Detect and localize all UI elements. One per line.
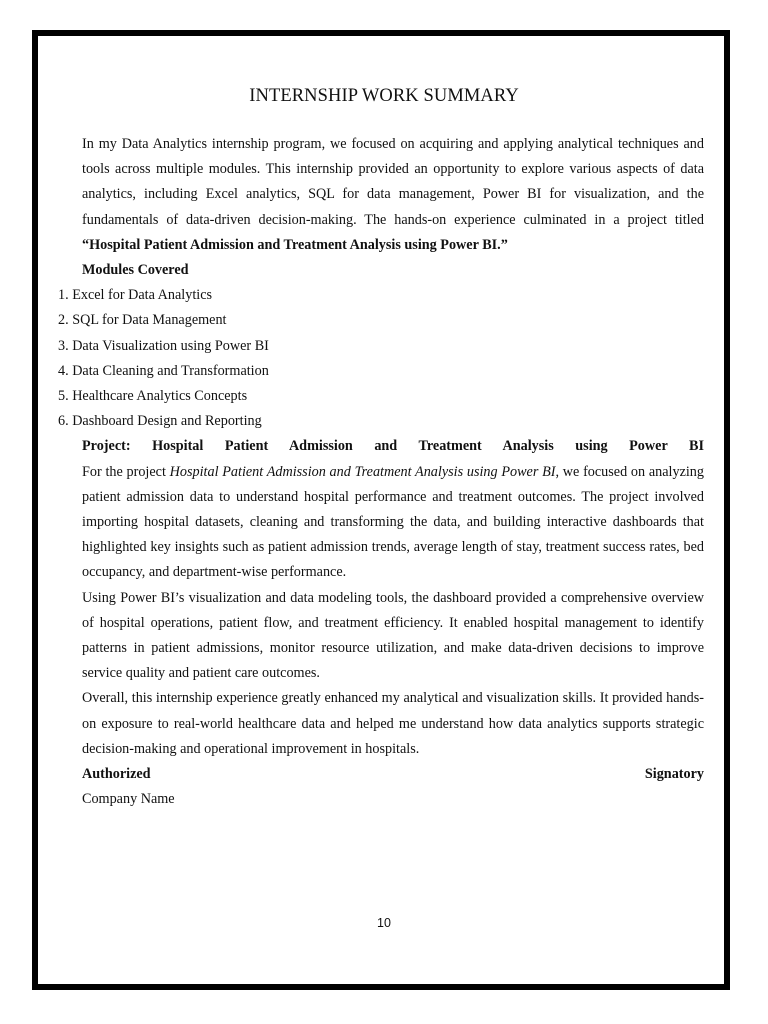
powerbi-paragraph: Using Power BI’s visualization and data modeling tools, the dashboard provided a comprehensive overview of hospital operations, patient flow, and treatment efficiency. It enabled hospital management to identify patterns in patient admissions, monitor resource utilization, and make data-driven decisions to improve service quality and patient care outcomes.	[82, 589, 704, 682]
module-item: 3. Data Visualization using Power BI	[58, 337, 269, 354]
signature-signatory: Signatory	[644, 766, 704, 783]
module-item: 5. Healthcare Analytics Concepts	[58, 388, 248, 405]
project-italic-title: Hospital Patient Admission and Treatment Analysis using Power BI	[169, 463, 556, 480]
company-name: Company Name	[82, 791, 175, 808]
modules-list	[58, 283, 704, 434]
module-item: 1. Excel for Data Analytics	[58, 287, 213, 304]
overall-paragraph: Overall, this internship experience greatly enhanced my analytical and visualization skills. It provided hands-on exposure to real-world healthcare data and helped me understand how data analytics supports strategic decision-making and operational improvement in hospitals.	[82, 690, 704, 757]
page-number: 10	[377, 916, 391, 930]
document-title: INTERNSHIP WORK SUMMARY	[249, 86, 519, 106]
document-body	[58, 132, 704, 812]
intro-paragraph	[82, 132, 704, 258]
project-paragraph-prefix: For the project	[82, 463, 170, 480]
module-item: 6. Dashboard Design and Reporting	[58, 413, 262, 430]
project-paragraph	[82, 460, 704, 586]
module-item: 2. SQL for Data Management	[58, 312, 227, 329]
project-heading: Project: Hospital Patient Admission and Treatment Analysis using Power BI	[82, 438, 704, 455]
modules-heading: Modules Covered	[82, 262, 189, 279]
module-item: 4. Data Cleaning and Transformation	[58, 362, 269, 379]
intro-text: In my Data Analytics internship program, we focused on acquiring and applying analytical techniques and tools across multiple modules. This internship provided an opportunity to explore various aspects of data analytics, including Excel analytics, SQL for data management, Power BI for visualization, and the fundamentals of data-driven decision-making. The hands-on experience culminated in a project titled	[82, 136, 704, 228]
signature-authorized: Authorized	[82, 766, 151, 783]
project-paragraph-text: , we focused on analyzing patient admission data to understand hospital performance and treatment outcomes. The project involved importing hospital datasets, cleaning and transforming the data, and building interactive dashboards that highlighted key insights such as patient admission trends, average length of stay, treatment success rates, bed occupancy, and department-wise performance.	[82, 463, 704, 581]
intro-project-title: “Hospital Patient Admission and Treatment Analysis using Power BI.”	[82, 236, 508, 253]
signature-row	[82, 762, 704, 787]
